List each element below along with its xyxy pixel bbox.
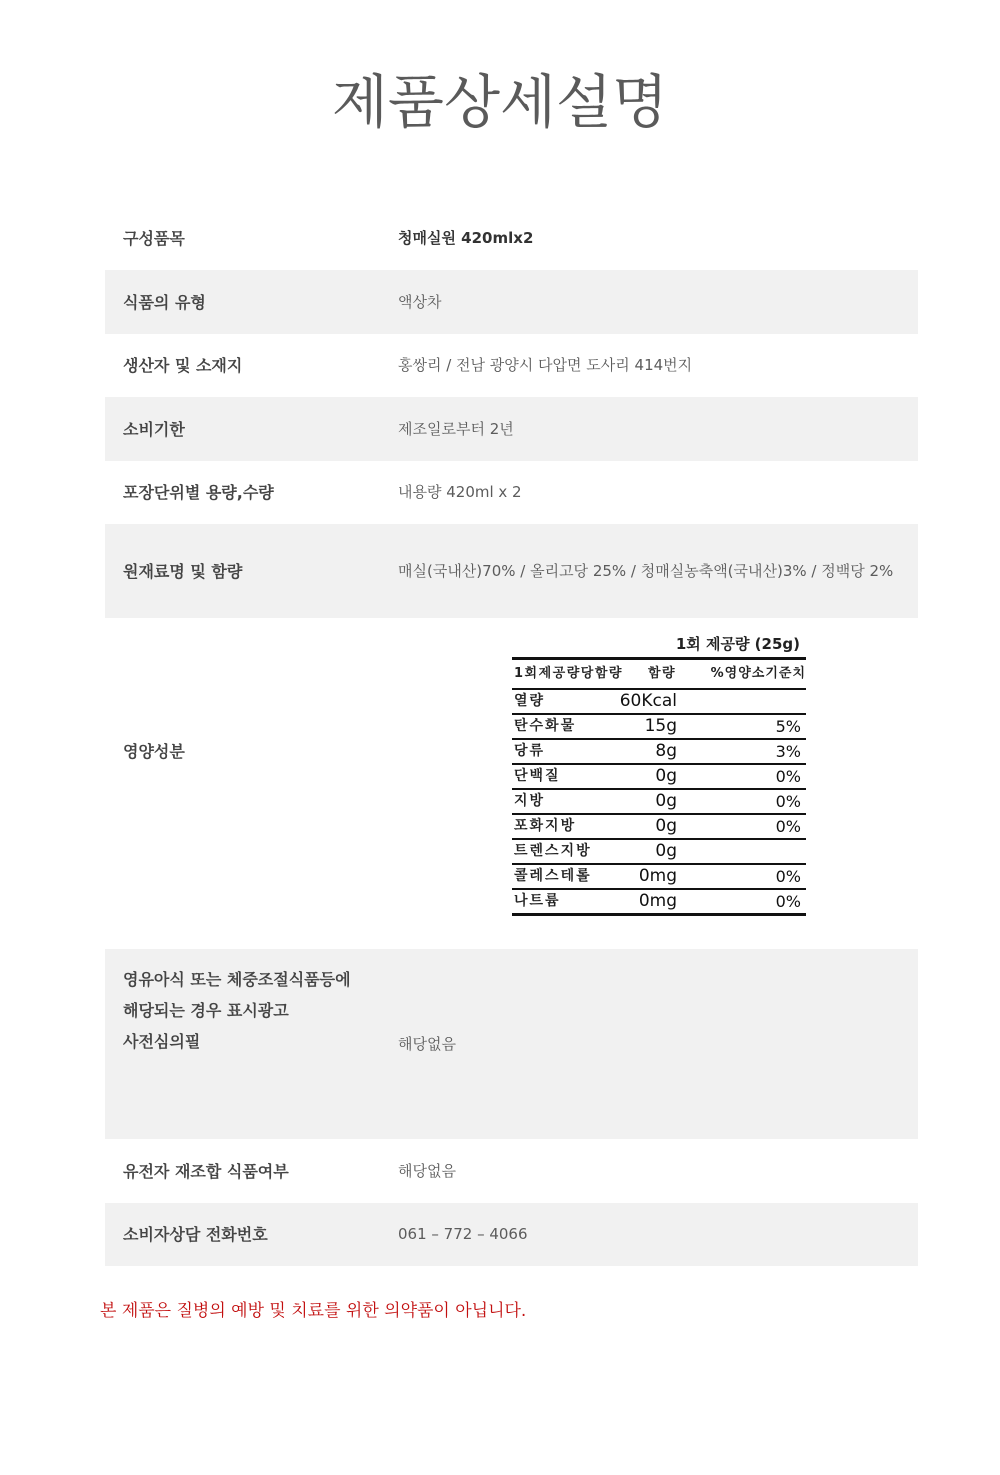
- nutrient-daily-value: 0%: [775, 817, 801, 836]
- nutrient-daily-value: 0%: [775, 892, 801, 911]
- spec-label: 영양성분: [123, 742, 185, 761]
- spec-value: 제조일로부터 2년: [398, 419, 514, 438]
- nutrition-header-daily-value: %영양소기준치: [710, 666, 806, 681]
- nutrition-row-cholesterol: [512, 865, 806, 890]
- nutrient-amount: 0g: [655, 766, 677, 786]
- spec-row-producer: [105, 334, 918, 397]
- spec-label: 생산자 및 소재지: [123, 356, 243, 375]
- nutrition-row-calories: [512, 690, 806, 715]
- spec-value: 매실(국내산)70% / 올리고당 25% / 청매실농축액(국내산)3% / 정백당 2%: [398, 561, 894, 580]
- nutrition-facts-table: [512, 633, 806, 916]
- spec-row-ingredients: [105, 524, 918, 618]
- nutrition-row-sugars: [512, 740, 806, 765]
- nutrient-amount: 60Kcal: [619, 691, 677, 711]
- spec-label: 소비기한: [123, 419, 185, 439]
- nutrition-header-amount: 함량: [647, 666, 677, 681]
- spec-value: 061 – 772 – 4066: [398, 1225, 528, 1243]
- spec-value: 내용량 420ml x 2: [398, 483, 522, 501]
- spec-row-composition: [105, 207, 918, 270]
- spec-row-pre-review: [105, 949, 918, 1139]
- spec-label: 소비자상담 전화번호: [123, 1225, 268, 1244]
- nutrition-row-saturated-fat: [512, 815, 806, 840]
- spec-row-nutrition: [105, 618, 918, 949]
- spec-value: 해당없음: [398, 1034, 456, 1053]
- nutrition-row-sodium: [512, 890, 806, 916]
- nutrient-amount: 0mg: [638, 891, 677, 911]
- spec-row-package: [105, 461, 918, 524]
- nutrition-row-fat: [512, 790, 806, 815]
- nutrient-daily-value: 5%: [775, 717, 801, 736]
- nutrient-amount: 0g: [655, 791, 677, 811]
- nutrient-amount: 8g: [655, 741, 677, 761]
- nutrition-row-carbohydrate: [512, 715, 806, 740]
- spec-label: 포장단위별 용량,수량: [123, 483, 274, 502]
- spec-value: 청매실원 420mlx2: [398, 229, 534, 247]
- spec-row-consumer-phone: [105, 1203, 918, 1266]
- nutrient-name: 열량: [514, 693, 546, 709]
- nutrition-serving-size: 1회 제공량 (25g): [675, 635, 800, 653]
- nutrition-row-trans-fat: [512, 840, 806, 865]
- nutrient-amount: 0g: [655, 816, 677, 836]
- spec-label: 구성품목: [123, 229, 185, 248]
- spec-label: 식품의 유형: [123, 292, 206, 312]
- nutrient-name: 포화지방: [514, 818, 577, 834]
- nutrient-daily-value: 0%: [775, 767, 801, 786]
- spec-row-food-type: [105, 270, 918, 334]
- spec-label: 영유아식 또는 체중조절식품등에 해당되는 경우 표시광고 사전심의필: [123, 970, 351, 1051]
- nutrient-name: 나트륨: [514, 893, 561, 909]
- nutrient-name: 콜레스테롤: [514, 868, 592, 884]
- nutrient-name: 단백질: [514, 768, 561, 784]
- nutrient-daily-value: 3%: [775, 742, 801, 761]
- nutrient-daily-value: [677, 840, 806, 863]
- spec-value: 액상차: [398, 292, 442, 311]
- nutrient-name: 탄수화물: [514, 718, 577, 734]
- nutrient-daily-value: 0%: [775, 792, 801, 811]
- nutrition-header-row: [512, 660, 806, 688]
- nutrient-name: 트렌스지방: [514, 843, 592, 859]
- spec-row-expiry: [105, 397, 918, 461]
- spec-row-gmo: [105, 1139, 918, 1203]
- spec-value: 홍쌍리 / 전남 광양시 다압면 도사리 414번지: [398, 356, 693, 374]
- nutrition-header-per-serving: 1회제공량당함량: [514, 666, 623, 681]
- nutrient-amount: 0g: [655, 841, 677, 861]
- nutrient-daily-value: 0%: [775, 867, 801, 886]
- page-title: 제품상세설명: [331, 68, 669, 136]
- nutrient-amount: 15g: [644, 716, 677, 736]
- nutrient-name: 지방: [514, 793, 546, 809]
- nutrient-name: 당류: [514, 743, 546, 759]
- medical-disclaimer: 본 제품은 질병의 예방 및 치료를 위한 의약품이 아닙니다.: [100, 1301, 527, 1321]
- spec-label: 유전자 재조합 식품여부: [123, 1161, 289, 1181]
- nutrition-row-protein: [512, 765, 806, 790]
- spec-label: 원재료명 및 함량: [123, 561, 243, 581]
- nutrient-amount: 0mg: [638, 866, 677, 886]
- spec-value: 해당없음: [398, 1161, 456, 1180]
- product-spec-table: [105, 207, 918, 1266]
- nutrient-daily-value: [677, 690, 806, 713]
